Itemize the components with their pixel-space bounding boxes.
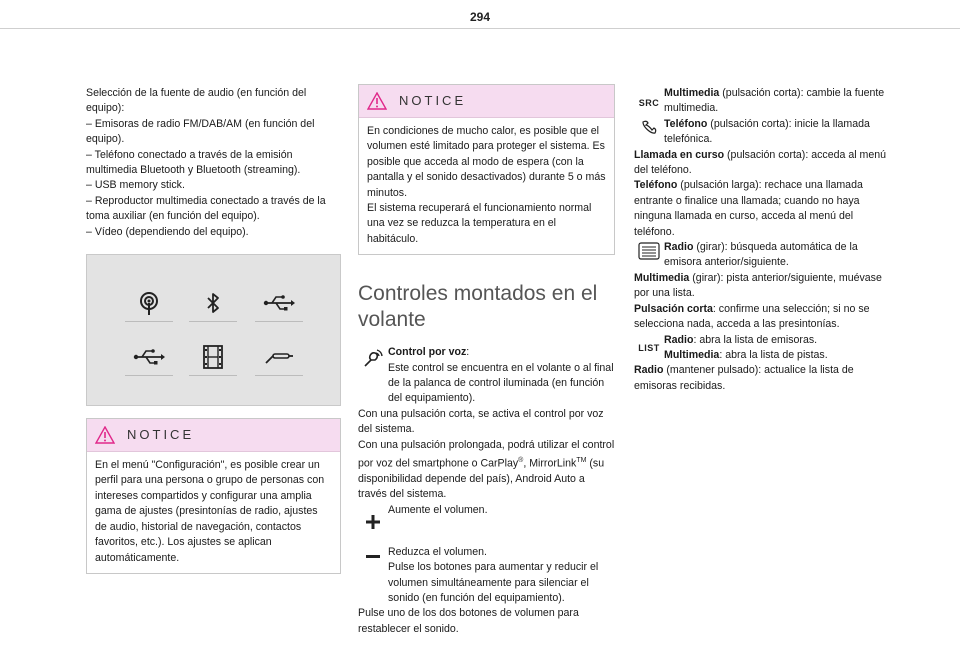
radio-row: Radio (girar): búsqueda automática de la emisora anterior/siguiente. bbox=[634, 240, 890, 271]
notice-box bbox=[86, 418, 341, 574]
plus-icon bbox=[358, 503, 388, 529]
page-number: 294 bbox=[469, 10, 491, 24]
notice-header bbox=[359, 85, 614, 118]
header-divider bbox=[0, 28, 960, 29]
short-press: Pulsación corta: confirme una selección; si no se selecciona nada, acceda a las presintonías. bbox=[634, 302, 870, 331]
minus-icon bbox=[358, 545, 388, 607]
notice-title: NOTICE bbox=[127, 427, 195, 443]
phone-row: Teléfono (pulsación corta): inicie la llamada telefónica. bbox=[634, 117, 890, 148]
radio-hold: Radio (mantener pulsado): actualice la lista de emisoras recibidas. bbox=[634, 364, 854, 392]
section-title: Controles montados en el volante bbox=[358, 282, 598, 332]
volume-up-text: Aumente el volumen. bbox=[388, 503, 488, 516]
aux-jack-icon bbox=[257, 339, 301, 375]
usb-icon bbox=[127, 339, 171, 375]
source-icons-panel bbox=[86, 254, 341, 406]
voice-long-press: Con una pulsación prolongada, podrá utilizar el control por voz del smartphone o CarPlay®, MirrorLink™ (su disponibilidad depende del país), Android Auto a través del sistema. bbox=[358, 438, 615, 501]
audio-source-intro: Selección de la fuente de audio (en función del equipo): bbox=[86, 87, 307, 115]
notice-paragraph: El sistema recuperará el funcionamiento normal una vez se reduzca la temperatura en el habitáculo. bbox=[367, 202, 592, 245]
notice-text bbox=[359, 118, 614, 254]
video-film-icon bbox=[191, 339, 235, 375]
notice-box bbox=[358, 84, 615, 255]
divider bbox=[255, 321, 303, 322]
voice-control-row: Control por voz: Este control se encuentra en el volante o al final de la palanca de control iluminada (en función del equipamiento). bbox=[358, 345, 615, 407]
voice-command-icon bbox=[358, 345, 388, 407]
bluetooth-icon bbox=[191, 285, 235, 321]
scroll-wheel-icon bbox=[634, 240, 664, 271]
middle-column bbox=[358, 86, 615, 637]
volume-down-row bbox=[358, 545, 615, 607]
voice-control-label: Control por voz bbox=[388, 346, 467, 359]
src-row: SRC Multimedia (pulsación corta): cambie la fuente multimedia. bbox=[634, 86, 890, 117]
radio-antenna-icon bbox=[127, 285, 171, 321]
phone-long-press: Teléfono (pulsación larga): rechace una llamada entrante o finalice una llamada; cuando no haya ninguna llamada en curso, acceda al menú del teléfono. bbox=[634, 179, 863, 238]
divider bbox=[189, 375, 237, 376]
warning-icon bbox=[95, 426, 115, 444]
src-label-icon: SRC bbox=[638, 98, 660, 108]
usb-icon bbox=[257, 285, 301, 321]
notice-paragraph: En condiciones de mucho calor, es posible que el volumen esté limitado para proteger el sistema. Es posible que acceda al modo de espera (con la pantalla y el sonido desactivados) durante 5 o más minutos. bbox=[367, 125, 606, 199]
notice-header bbox=[87, 419, 340, 452]
left-column bbox=[86, 86, 342, 574]
voice-control-desc: Este control se encuentra en el volante o al final de la palanca de control iluminada (en función del equipamiento). bbox=[388, 361, 614, 405]
volume-up-row bbox=[358, 503, 615, 529]
divider bbox=[125, 375, 173, 376]
divider bbox=[255, 375, 303, 376]
list-item: – Vídeo (dependiendo del equipo). bbox=[86, 225, 249, 238]
divider bbox=[125, 321, 173, 322]
voice-short-press: Con una pulsación corta, se activa el control por voz del sistema. bbox=[358, 407, 604, 436]
list-label-icon: LIST bbox=[638, 342, 660, 353]
list-item: – Emisoras de radio FM/DAB/AM (en función del equipo). bbox=[86, 117, 315, 146]
volume-restore-text: Pulse uno de los dos botones de volumen para restablecer el sonido. bbox=[358, 607, 579, 635]
list-item: – USB memory stick. bbox=[86, 179, 185, 192]
phone-icon bbox=[634, 117, 664, 148]
list-item: – Reproductor multimedia conectado a través de la toma auxiliar (en función del equipo). bbox=[86, 194, 326, 223]
volume-down-text: Reduzca el volumen. bbox=[388, 545, 487, 558]
multimedia-turn: Multimedia (girar): pista anterior/siguiente, muévase por una lista. bbox=[634, 271, 882, 300]
warning-icon bbox=[367, 92, 387, 110]
volume-both-text: Pulse los botones para aumentar y reducir el volumen simultáneamente para silenciar el sonido (en función del equipamiento). bbox=[388, 561, 599, 605]
notice-title: NOTICE bbox=[399, 93, 467, 109]
notice-text: En el menú "Configuración", es posible crear un perfil para una persona o grupo de personas con intereses compartidos y configurar una amplia gama de ajustes (presintonías de radio, ajustes de audio, historial de navegación, contactos favoritos, etc.). Los ajustes se aplican automáticamente. bbox=[95, 459, 325, 564]
divider bbox=[189, 321, 237, 322]
right-column bbox=[634, 86, 890, 394]
call-in-progress: Llamada en curso (pulsación corta): acceda al menú del teléfono. bbox=[634, 148, 887, 177]
list-row: LIST Radio: abra la lista de emisoras. Multimedia: abra la lista de pistas. bbox=[634, 333, 890, 364]
list-item: – Teléfono conectado a través de la emisión multimedia Bluetooth y Bluetooth (streaming). bbox=[86, 148, 301, 177]
